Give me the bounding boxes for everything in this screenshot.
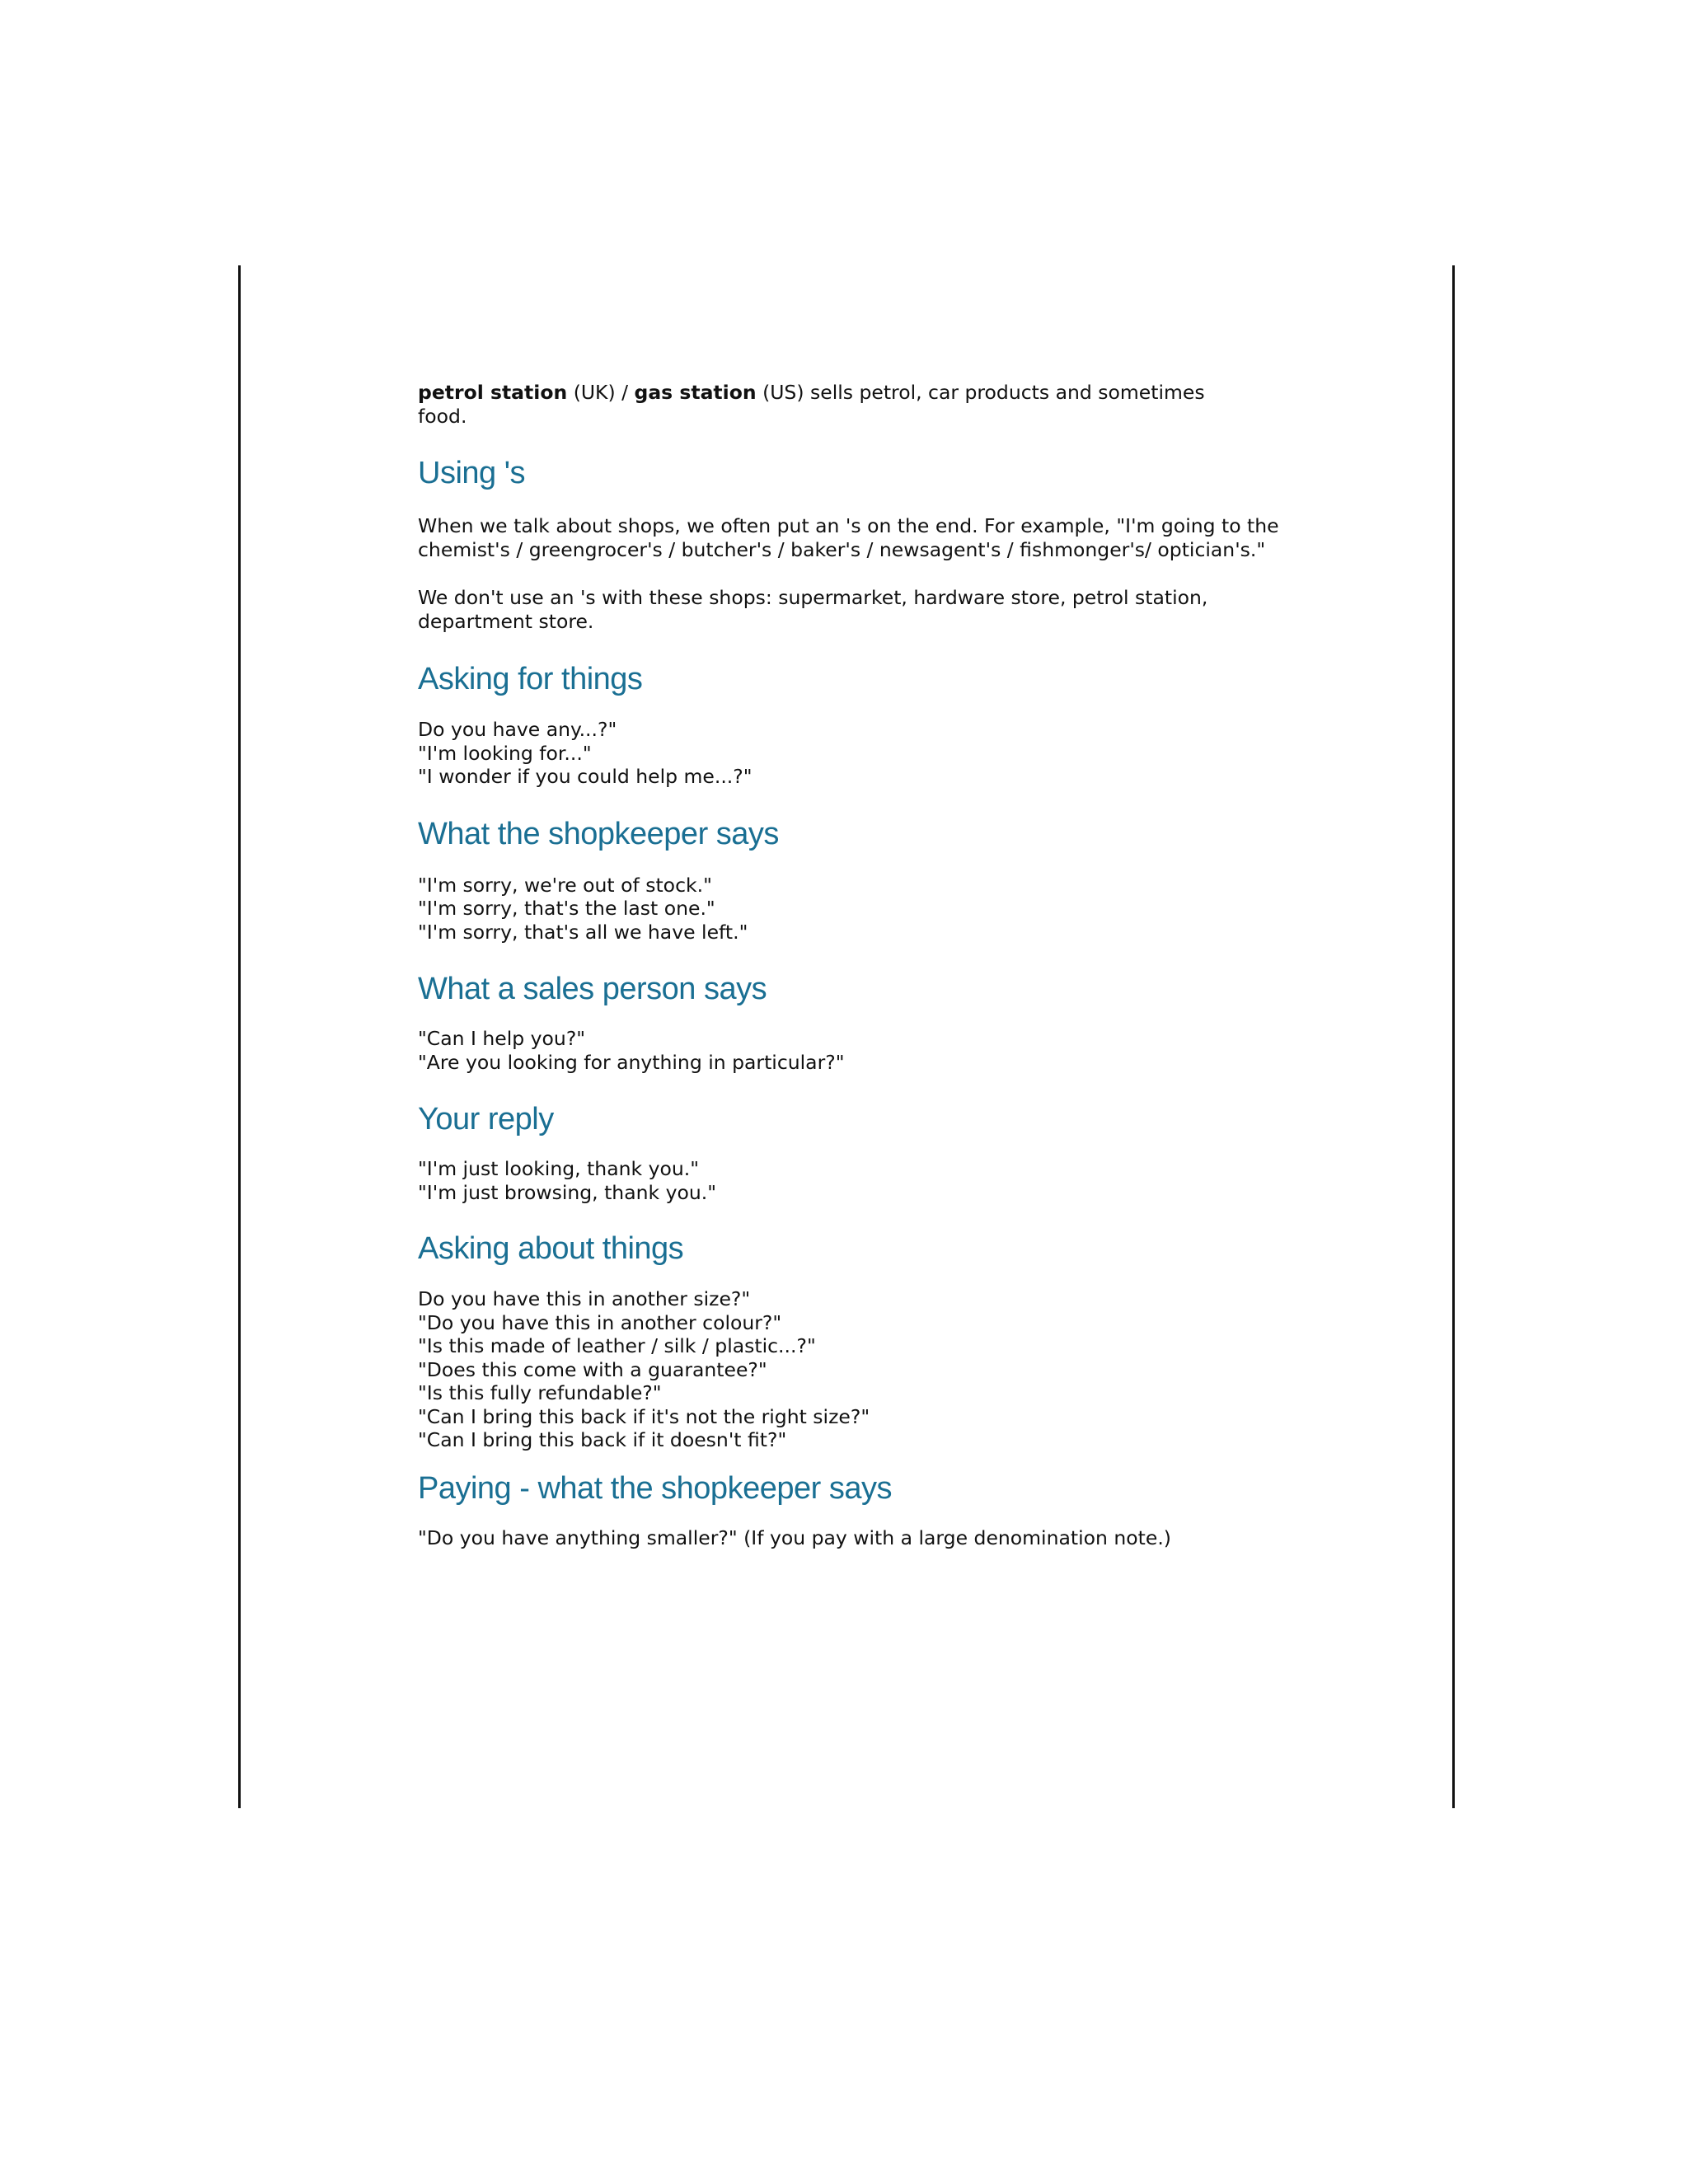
heading-shopkeeper-says: What the shopkeeper says [418, 816, 779, 851]
your-reply-lines [418, 1157, 1292, 1204]
line: Do you have any...?" [418, 718, 617, 741]
asking-about-things-lines [418, 1287, 1292, 1452]
line: "Is this made of leather / silk / plastic...?" [418, 1334, 816, 1357]
line: "Can I bring this back if it's not the right size?" [418, 1404, 870, 1428]
line: Do you have this in another size?" [418, 1287, 751, 1310]
line: "I'm sorry, that's the last one." [418, 897, 715, 920]
heading-paying-shopkeeper-says: Paying - what the shopkeeper says [418, 1470, 892, 1506]
using-s-paragraph-2: We don't use an 's with these shops: supermarket, hardware store, petrol station, department store. [418, 586, 1208, 633]
line: "Is this fully refundable?" [418, 1381, 662, 1404]
line: "I'm sorry, we're out of stock." [418, 873, 712, 897]
document-content [418, 381, 1292, 1549]
line: "Do you have anything smaller?" (If you pay with a large denomination note.) [418, 1526, 1171, 1549]
shopkeeper-lines [418, 874, 1292, 944]
term-gas-station: gas station [634, 381, 757, 404]
heading-using-s: Using 's [418, 456, 525, 490]
page-border-right [1452, 265, 1455, 1808]
line: "Do you have this in another colour?" [418, 1310, 782, 1334]
line: "Can I help you?" [418, 1027, 586, 1050]
line: "I'm just browsing, thank you." [418, 1180, 717, 1204]
heading-your-reply: Your reply [418, 1102, 554, 1137]
line: "Can I bring this back if it doesn't fit?" [418, 1428, 787, 1451]
term-petrol-station: petrol station [418, 381, 568, 404]
heading-asking-about-things: Asking about things [418, 1231, 684, 1266]
sales-person-lines [418, 1027, 1292, 1074]
using-s-paragraph-1: When we talk about shops, we often put an 's on the end. For example, "I'm going to the chemist's / greengrocer's / butcher's / baker's / newsagent's / fishmonger's/ optician's." [418, 514, 1279, 561]
line: "Does this come with a guarantee?" [418, 1357, 767, 1381]
line: "I'm sorry, that's all we have left." [418, 920, 748, 944]
heading-asking-for-things: Asking for things [418, 662, 643, 696]
line: "Are you looking for anything in particular?" [418, 1050, 845, 1074]
line: "I'm looking for..." [418, 741, 592, 765]
asking-for-things-lines [418, 718, 1292, 789]
intro-paragraph: petrol station (UK) / gas station (US) sells petrol, car products and sometimes food. [418, 381, 1205, 428]
line: "I'm just looking, thank you." [418, 1157, 700, 1180]
page-border-left [238, 265, 241, 1808]
heading-sales-person-says: What a sales person says [418, 972, 767, 1006]
paying-lines [418, 1526, 1292, 1550]
line: "I wonder if you could help me...?" [418, 765, 753, 788]
